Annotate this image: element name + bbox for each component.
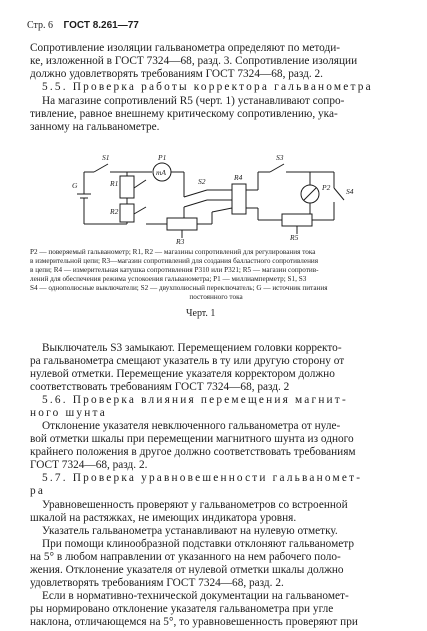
paragraph-line: на 5° в любом направлении от указанного на нем рабочего поло- <box>30 551 341 563</box>
label-g: G <box>72 181 78 190</box>
section-heading: 5.7. Проверка уравновешенности гальваномет- <box>42 472 363 484</box>
figure-label: Черт. 1 <box>186 308 216 319</box>
label-r3: R3 <box>176 237 185 246</box>
paragraph-line: удовлетворять требованиям ГОСТ 7324—68, разд. 2. <box>30 577 284 589</box>
page-header <box>27 20 139 31</box>
section-heading: 5.6. Проверка влияния перемещения магнит- <box>42 394 348 406</box>
paragraph-line: Указатель гальванометра устанавливают на нулевую отметку. <box>42 525 338 537</box>
label-p2: P2 <box>322 183 331 192</box>
paragraph-line: ра гальванометра смещают указатель в ту или другую сторону от <box>30 355 345 367</box>
paragraph-line: Сопротивление изоляции гальванометра определяют по методи- <box>30 42 341 54</box>
caption-line: S4 — однополюсные выключатели; S2 — двухполюсный переключатель; G — источник питания <box>30 284 328 292</box>
paragraph-line: Выключатель S3 замыкают. Перемещением головки корректо- <box>42 342 342 354</box>
paragraph-line: крайнего положения в другое должно соответствовать требованиям <box>30 446 356 458</box>
paragraph-line: Отклонение указателя невключенного гальванометра от нуле- <box>42 420 341 432</box>
paragraph-line: При помощи клинообразной подставки отклоняют гальванометр <box>42 538 354 550</box>
paragraph-line: занному на гальванометре. <box>30 121 160 133</box>
label-r5: R5 <box>290 233 299 242</box>
circuit-diagram <box>72 152 362 247</box>
label-s1: S1 <box>102 153 110 162</box>
paragraph-line: должно удовлетворять требованиям ГОСТ 7324—68, разд. 2. <box>30 68 324 80</box>
paragraph-line: ке, изложенной в ГОСТ 7324—68, разд. 3. Сопротивление изоляции <box>30 55 358 67</box>
paragraph-line: ры нормировано отклонение указателя гальванометра при угле <box>30 603 334 615</box>
caption-line: P2 — поверяемый гальванометр; R1, R2 — магазины сопротивлений для регулирования тока <box>30 248 316 256</box>
paragraph-line: Уравновешенность проверяют у гальванометров со встроенной <box>42 499 348 511</box>
paragraph-line: нулевой отметки. Перемещение указателя корректором должно <box>30 368 335 380</box>
section-heading: ра <box>30 485 46 497</box>
paragraph-line: тивление, равное внешнему критическому сопротивлению, ука- <box>30 108 338 120</box>
paragraph-line: соответствовать требованиям ГОСТ 7324—68, разд. 2 <box>30 381 290 393</box>
paragraph-line: вой отметки шкалы при перемещении магнитного шунта из одного <box>30 433 354 445</box>
label-s4: S4 <box>346 187 354 196</box>
section-heading: 5.5. Проверка работы корректора гальванометра <box>42 81 373 93</box>
paragraph-line: Если в нормативно-технической документации на гальваномет- <box>42 590 349 602</box>
standard-code: ГОСТ 8.261—77 <box>63 20 139 31</box>
paragraph-line: жения. Отклонение указателя от нулевой отметки шкалы должно <box>30 564 344 576</box>
caption-line: лений для обеспечения режима успокоения гальванометра; P1 — миллиамперметр; S1, S3 <box>30 275 307 283</box>
paragraph-line: шкалой на растяжках, не имеющих индикатора уровня. <box>30 512 297 524</box>
label-r2: R2 <box>110 207 119 216</box>
caption-line: постоянного тока <box>189 293 243 301</box>
page-number: Стр. 6 <box>27 20 54 31</box>
caption-line: в измерительной цепи; R3—магазин сопротивлений для создания балластного сопротивления <box>30 257 319 265</box>
label-r4: R4 <box>234 173 243 182</box>
caption-line: в цепи; R4 — измерительная катушка сопротивления Р310 или Р321; R5 — магазин сопротив- <box>30 266 319 274</box>
paragraph-line: ГОСТ 7324—68, разд. 2. <box>30 459 148 471</box>
label-r1: R1 <box>110 179 119 188</box>
label-p1: P1 <box>158 153 167 162</box>
label-s2: S2 <box>198 177 206 186</box>
section-heading: ного шунта <box>30 407 108 419</box>
label-ma: mA <box>156 168 166 177</box>
paragraph-line: наклона, отличающемся на 5°, то уравновешенность проверяют при <box>30 616 358 628</box>
label-s3: S3 <box>276 153 284 162</box>
paragraph-line: На магазине сопротивлений R5 (черт. 1) устанавливают сопро- <box>42 95 345 107</box>
